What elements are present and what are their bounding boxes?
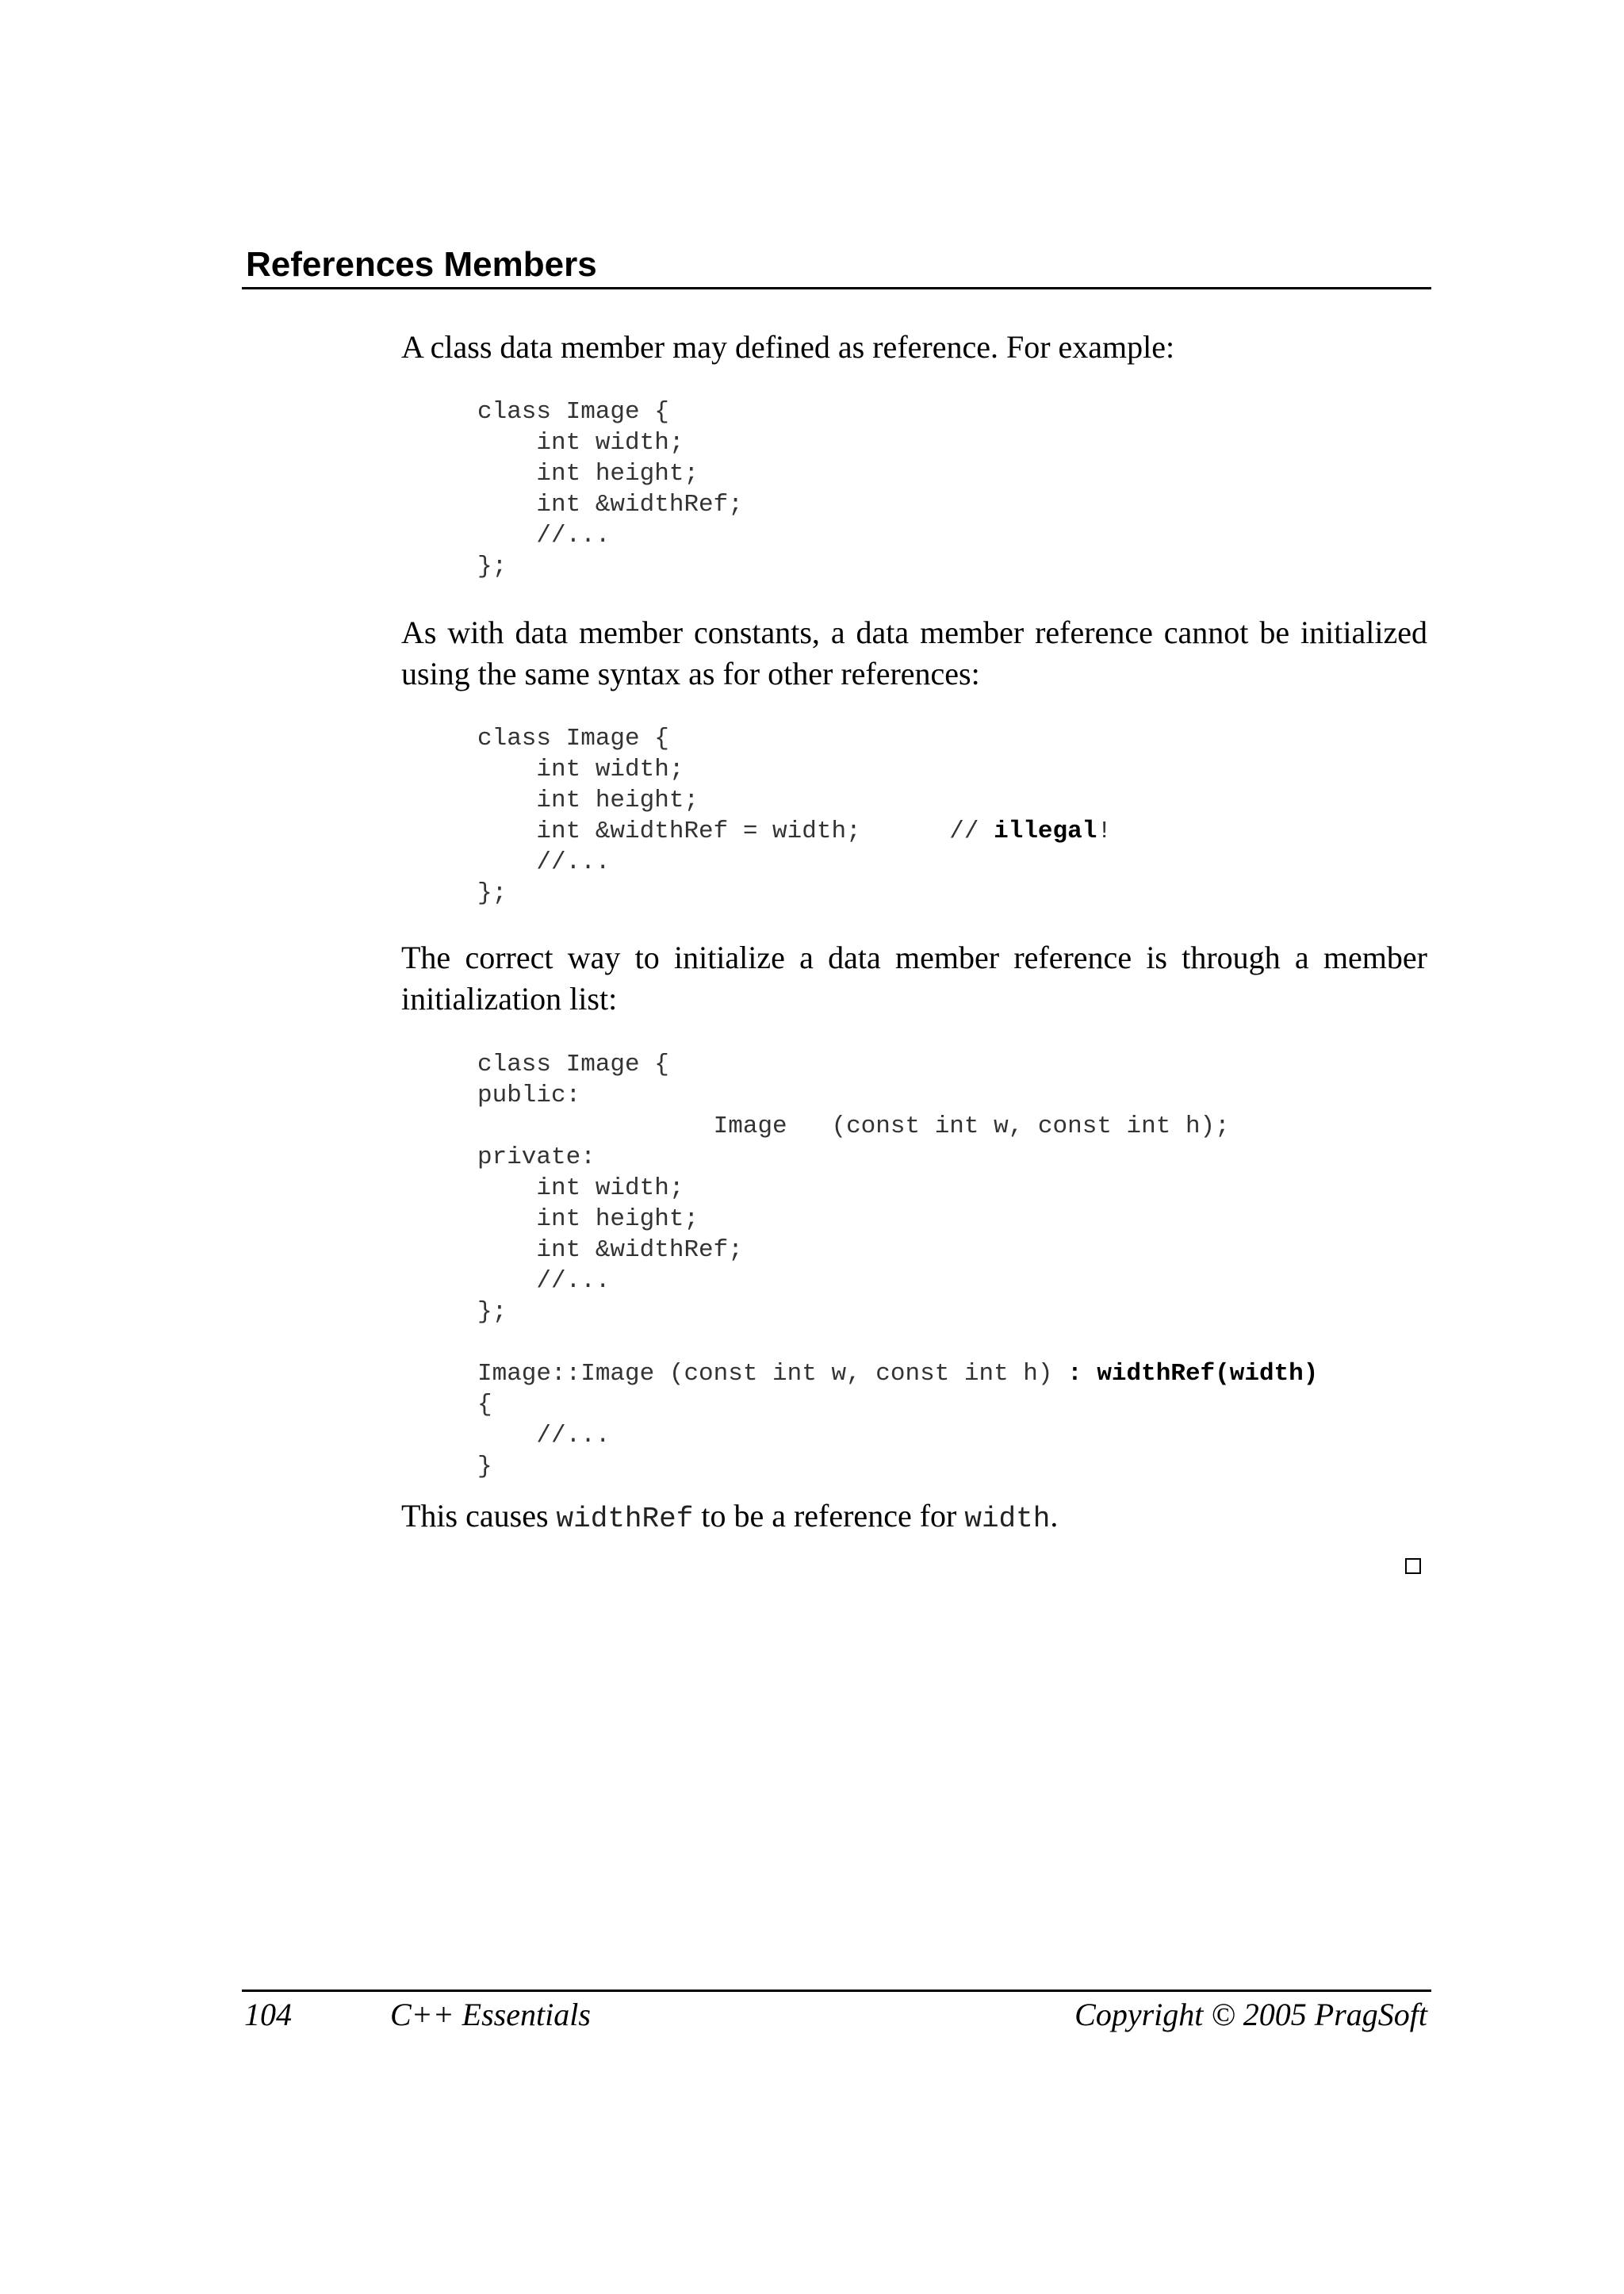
section-title: References Members [246, 245, 597, 284]
code-line: int height; [477, 1205, 699, 1233]
code-line: int width; [477, 429, 684, 457]
code-line: { [477, 1391, 492, 1419]
code-line: private: [477, 1143, 596, 1171]
member-initializer-emphasis: : widthRef(width) [1067, 1360, 1319, 1388]
code-line: int &widthRef = width; // [477, 818, 994, 845]
code-line: int &widthRef; [477, 1236, 743, 1264]
code-line: //... [477, 522, 611, 550]
code-line: }; [477, 1298, 508, 1326]
footer-divider [242, 1990, 1431, 1992]
code-punctuation: ! [1097, 818, 1112, 845]
heading-divider [242, 287, 1431, 289]
code-line: int height; [477, 787, 699, 814]
code-block-3 [477, 1049, 1318, 1482]
paragraph-correct-way: The correct way to initialize a data member reference is through a member initialization list: [401, 940, 1427, 1017]
book-title: C++ Essentials [390, 1997, 591, 2032]
code-line: }; [477, 553, 508, 580]
inline-code-widthref: widthRef [556, 1503, 694, 1535]
code-line: } [477, 1453, 492, 1480]
code-line: class Image { [477, 398, 669, 426]
code-line: int &widthRef; [477, 491, 743, 519]
code-line: int width; [477, 756, 684, 783]
illegal-emphasis: illegal [994, 818, 1097, 845]
code-block-1 [477, 396, 743, 582]
conclusion-text: This causes [401, 1498, 557, 1534]
code-line: }; [477, 879, 508, 907]
paragraph-initialization: As with data member constants, a data member reference cannot be initialized using the same syntax as for other references: [401, 615, 1427, 691]
code-line: Image (const int w, const int h); [477, 1113, 1230, 1140]
copyright-notice: Copyright © 2005 PragSoft [1074, 1997, 1427, 2032]
page-number: 104 [244, 1997, 292, 2032]
code-line: //... [477, 1267, 611, 1295]
inline-code-width: width [964, 1503, 1051, 1535]
conclusion-text: . [1050, 1498, 1059, 1534]
code-line: class Image { [477, 725, 669, 753]
code-line: Image::Image (const int w, const int h) [477, 1360, 1068, 1388]
code-line: //... [477, 848, 611, 876]
end-of-section-box-icon [1405, 1558, 1421, 1574]
code-line: int width; [477, 1174, 684, 1202]
conclusion-text: to be a reference for [693, 1498, 965, 1534]
code-line: int height; [477, 460, 699, 488]
code-line: class Image { [477, 1051, 669, 1078]
code-line: //... [477, 1422, 611, 1450]
code-block-2 [477, 723, 1112, 909]
intro-paragraph: A class data member may defined as reference. For example: [401, 329, 1175, 365]
paragraph-conclusion [401, 1496, 1427, 1540]
code-line: public: [477, 1082, 581, 1109]
